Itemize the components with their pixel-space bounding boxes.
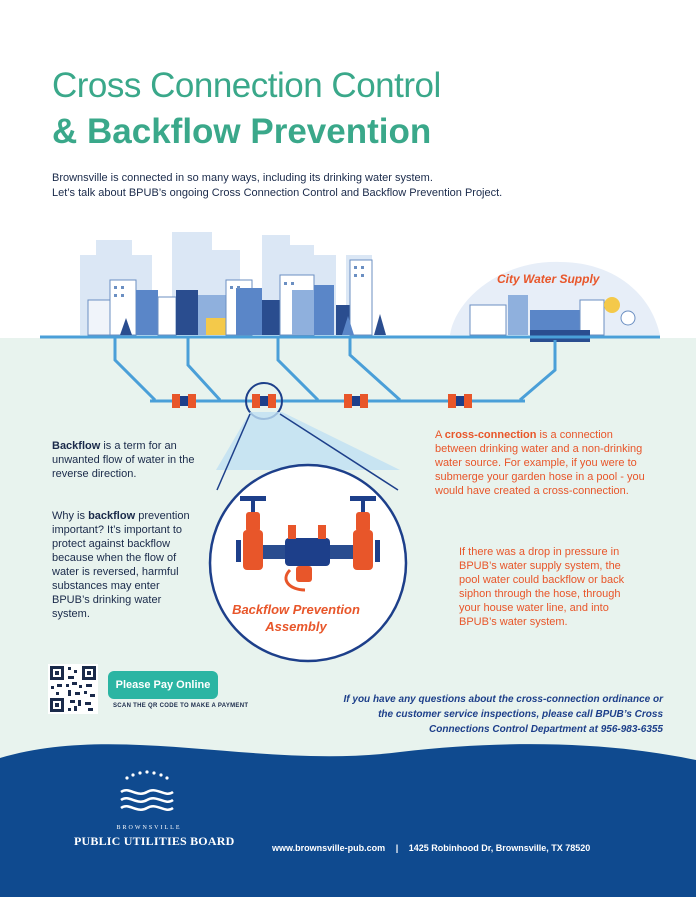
- why-important-paragraph: [52, 509, 192, 621]
- address: 1425 Robinhood Dr, Brownsville, TX 78520: [408, 843, 591, 853]
- page-title-line2: & Backflow Prevention: [52, 112, 432, 151]
- contact-line3: Connections Control Department at 956-983-6355: [429, 724, 663, 735]
- pay-online-button[interactable]: Please Pay Online: [108, 671, 218, 699]
- backflow-definition-text: is a term for an unwanted flow of water in the reverse direction.: [52, 440, 195, 480]
- assembly-label: [226, 601, 366, 635]
- why-text: prevention important? It’s important to protect against backflow because when the flow of water is reversed, harmful substances may enter BPUB’s drinking water system.: [52, 510, 190, 620]
- cross-text: is a connection between drinking water and a non-drinking water source. For example, if you were to submerge your garden hose in a pool - you would have created a cross-connection.: [435, 429, 645, 497]
- assembly-label-line2: Assembly: [265, 619, 327, 634]
- pipe-network: [115, 337, 555, 401]
- assembly-label-line1: Backflow Prevention: [232, 602, 360, 617]
- cross-prefix: A: [435, 429, 445, 441]
- city-water-supply-label: City Water Supply: [497, 272, 600, 286]
- intro-line2: Let’s talk about BPUB’s ongoing Cross Connection Control and Backflow Prevention Project.: [52, 187, 503, 199]
- contact-line1: If you have any questions about the cross-connection ordinance or: [343, 694, 663, 705]
- footer-wave: [0, 730, 696, 897]
- intro-line1: Brownsville is connected in so many ways, including its drinking water system.: [52, 172, 433, 184]
- cross-connection-definition: [435, 428, 645, 498]
- brand-name: PUBLIC UTILITIES BOARD: [74, 834, 235, 848]
- page-title-line1: Cross Connection Control: [52, 66, 441, 105]
- contact-line2: the customer service inspections, please call BPUB’s Cross: [378, 709, 663, 720]
- bpub-logo-icon: [115, 768, 179, 820]
- backflow-definition: [52, 439, 202, 481]
- why-term: backflow: [88, 510, 136, 522]
- backflow-term: Backflow: [52, 440, 101, 452]
- footer-contact-line: [272, 843, 590, 853]
- qr-caption: SCAN THE QR CODE TO MAKE A PAYMENT: [113, 703, 249, 709]
- footer-separator: |: [395, 843, 399, 853]
- pressure-drop-paragraph: If there was a drop in pressure in BPUB’s water supply system, the pool water could backflow or back siphon through the hose, through your house water line, and into BPUB’s water system.: [459, 546, 625, 628]
- qr-code[interactable]: [48, 664, 98, 714]
- website-link[interactable]: www.brownsville-pub.com: [272, 843, 386, 853]
- brand-city: BROWNSVILLE: [116, 825, 182, 831]
- why-prefix: Why is: [52, 510, 89, 522]
- cross-term: cross-connection: [444, 429, 537, 441]
